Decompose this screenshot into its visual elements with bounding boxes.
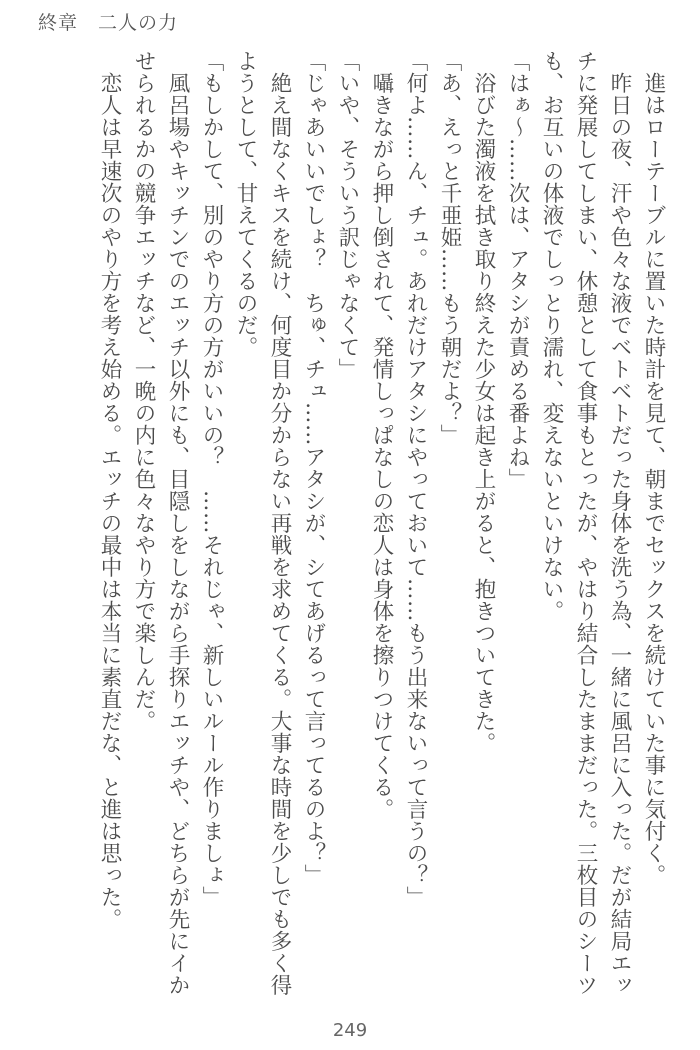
paragraph: 絶え間なくキスを続け、何度目か分からない再戦を求めてくる。大事な時間を少しでも多く得ようとして、甘えてくるのだ。 bbox=[233, 50, 292, 996]
page-number: 249 bbox=[332, 1020, 368, 1041]
dialogue-line: 「はぁ～……次は、アタシが責める番よね」 bbox=[505, 50, 530, 490]
running-header: 終章 二人の力 bbox=[38, 12, 179, 34]
paragraph: 浴びた濁液を拭き取り終えた少女は起き上がると、抱きついてきた。 bbox=[471, 50, 496, 754]
paragraph: 昨日の夜、汗や色々な液でベトベトだった身体を洗う為、一緒に風呂に入った。だが結局エッチに発展してしまい、休憩として食事もとったが、やはり結合したままだった。三枚目のシーツも、お互いの体液でしっとり濡れ、変えないといけない。 bbox=[539, 50, 632, 996]
paragraph: 恋人は早速次のやり方を考え始める。エッチの最中は本当に素直だな、と進は思った。 bbox=[97, 50, 122, 930]
paragraph: 風呂場やキッチンでのエッチ以外にも、目隠しをしながら手探りエッチや、どちらが先にイかせられるかの競争エッチなど、一晩の内に色々なやり方で楽しんだ。 bbox=[131, 50, 190, 996]
dialogue-line: 「じゃあいいでしょ？ ちゅ、チュ……アタシが、シてあげるって言ってるのよ？」 bbox=[301, 50, 326, 886]
dialogue-line: 「もしかして、別のやり方の方がいいの？ ……それじゃ、新しいルール作りましょ」 bbox=[199, 50, 224, 908]
dialogue-line: 「あ、えっと千亜姫……もう朝だよ？」 bbox=[437, 50, 462, 446]
body-text bbox=[92, 50, 670, 1010]
dialogue-line: 「何よ……ん、チュ。あれだけアタシにやっておいて……もう出来ないって言うの？」 bbox=[403, 50, 428, 908]
paragraph: 囁きながら押し倒されて、発情しっぱなしの恋人は身体を擦りつけてくる。 bbox=[369, 50, 394, 820]
dialogue-line: 「いや、そういう訳じゃなくて」 bbox=[335, 50, 360, 380]
paragraph: 進はローテーブルに置いた時計を見て、朝までセックスを続けていた事に気付く。 bbox=[641, 50, 666, 886]
